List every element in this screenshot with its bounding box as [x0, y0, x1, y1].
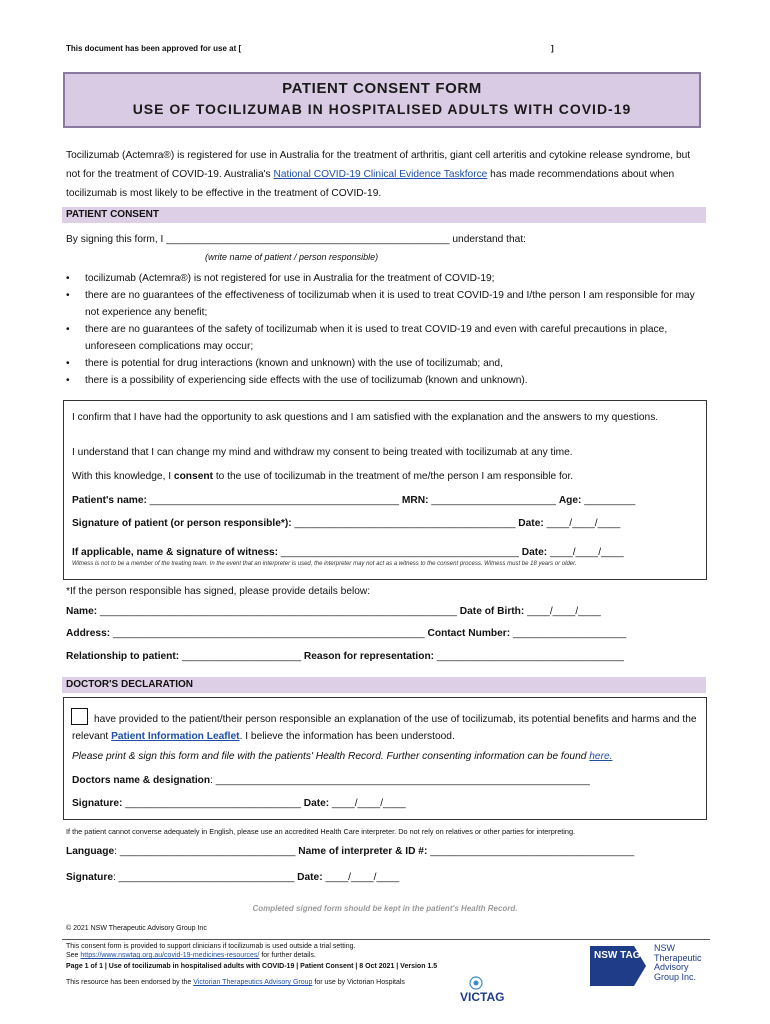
- kept-note: Completed signed form should be kept in the patient's Health Record.: [252, 904, 518, 913]
- consent-info-link[interactable]: here.: [589, 751, 613, 762]
- signature-row: [72, 518, 620, 529]
- approval-text: This document has been approved for use at [: [66, 44, 242, 53]
- patient-name-label: Patient's name:: [72, 495, 147, 506]
- approval-bracket: ]: [551, 44, 554, 53]
- declaration-text-1: have provided to the patient/their person responsible an explanation of the use of tocilizumab, its potential benefits and harms and the relevant: [72, 714, 697, 742]
- dob-input[interactable]: ____/____/____: [527, 606, 601, 617]
- witness-date-label: Date:: [521, 547, 548, 558]
- nsw-org-line: Therapeutic: [654, 952, 702, 963]
- mrn-input[interactable]: ______________________: [431, 495, 556, 506]
- consent-box: [63, 400, 707, 580]
- consent-statement: [72, 471, 696, 482]
- interpreter-signature-label: Signature: [66, 872, 113, 883]
- consent-withdraw: I understand that I can change my mind and withdraw my consent to being treated with tocilizumab at any time.: [72, 447, 573, 458]
- copyright: © 2021 NSW Therapeutic Advisory Group Inc: [66, 925, 207, 932]
- patient-name-field[interactable]: __________________________________________________: [166, 234, 450, 245]
- witness-row: [72, 547, 624, 558]
- print-note-text: Please print & sign this form and file with the patients' Health Record. Further consenting information can be found: [72, 751, 590, 762]
- doctor-signature-input[interactable]: _______________________________: [125, 798, 301, 809]
- list-item: • there are no guarantees of the effectiveness of tocilizumab when it is used to treat COVID-19 and I/the person I am responsible for may not experience any benefit;: [66, 287, 706, 321]
- doctor-declaration-heading: DOCTOR'S DECLARATION: [62, 677, 706, 693]
- endorsed-suffix: for use by Victorian Hospitals: [312, 979, 405, 986]
- footer-divider: [62, 939, 710, 940]
- patient-name-input[interactable]: ____________________________________________: [149, 495, 400, 506]
- reason-label: Reason for representation:: [303, 651, 435, 662]
- endorsed-prefix: This resource has been endorsed by the: [66, 979, 194, 986]
- nsw-org-line: Advisory: [654, 962, 689, 972]
- patient-signature-label: Signature of patient (or person responsible*):: [72, 518, 292, 529]
- signing-caption: (write name of patient / person responsible): [205, 252, 379, 262]
- interpreter-signature-input[interactable]: _______________________________: [118, 872, 295, 883]
- patient-consent-heading: PATIENT CONSENT: [62, 207, 706, 223]
- signing-line: [66, 234, 526, 245]
- intro-text-2: has made recommendations about when tocilizumab is most likely to be effective in the treatment of COVID-19.: [66, 169, 675, 199]
- relationship-input[interactable]: _____________________: [182, 651, 302, 662]
- doctor-signature-label: Signature:: [72, 798, 123, 809]
- signing-prefix: By signing this form, I: [66, 234, 164, 245]
- nsw-logo-text: NSW TAG: [594, 950, 641, 961]
- print-note: [72, 751, 613, 762]
- mrn-label: MRN:: [401, 495, 429, 506]
- language-row: Language: _______________________________ Name of interpreter & ID #: ____________________________________: [66, 846, 635, 857]
- nswtag-link[interactable]: https://www.nswtag.org.au/covid-19-medicines-resources/: [80, 952, 260, 959]
- see-suffix: for further details.: [259, 952, 316, 959]
- consent-word: consent: [173, 471, 213, 482]
- interpreter-name-input[interactable]: ____________________________________: [430, 846, 635, 857]
- patient-leaflet-link[interactable]: Patient Information Leaflet: [111, 731, 240, 742]
- responsible-name-input[interactable]: _______________________________________________________________: [99, 606, 457, 617]
- endorsed-line: [66, 979, 405, 986]
- relationship-label: Relationship to patient:: [66, 651, 180, 662]
- signing-suffix: understand that:: [452, 234, 527, 245]
- victag-text: VICTAG: [460, 990, 505, 1004]
- doctor-name-label: Doctors name & designation: [72, 775, 211, 786]
- witness-note: Witness is not to be a member of the treating team. In the event that an interpreter is used, the interpreter may not act as a witness to the consent process. Witness must be 18 years or older.: [72, 561, 577, 567]
- provided-note: This consent form is provided to support clinicians if tocilizumab is used outside a trial setting.: [66, 943, 356, 950]
- consent-bullets: [66, 270, 706, 389]
- list-item: • tocilizumab (Actemra®) is not registered for use in Australia for the treatment of COVID-19;: [66, 270, 706, 287]
- witness-label: If applicable, name & signature of witness:: [72, 547, 279, 558]
- language-label: Language: [66, 846, 115, 857]
- list-item: • there is potential for drug interactions (known and unknown) with the use of tocilizumab; and,: [66, 355, 706, 372]
- intro-paragraph: [66, 146, 706, 203]
- list-item: • there are no guarantees of the safety of tocilizumab when it is used to treat COVID-19 and even with careful precautions in place, unforeseen complications may occur;: [66, 321, 706, 355]
- victag-link[interactable]: Victorian Therapeutics Advisory Group: [193, 979, 313, 986]
- declaration-box: [63, 697, 707, 820]
- patient-signature-input[interactable]: _______________________________________: [294, 518, 516, 529]
- contact-label: Contact Number:: [427, 628, 511, 639]
- responsible-name-label: Name:: [66, 606, 98, 617]
- interpreter-signature-row: Signature: _______________________________ Date: ____/____/____: [66, 872, 400, 883]
- address-row: [66, 628, 626, 639]
- dob-label: Date of Birth:: [459, 606, 525, 617]
- declaration-text-2: . I believe the information has been understood.: [239, 731, 455, 742]
- form-title-line2: USE OF TOCILIZUMAB IN HOSPITALISED ADULTS WITH COVID-19: [132, 101, 632, 117]
- witness-date-input[interactable]: ____/____/____: [550, 547, 624, 558]
- patient-details-row: [72, 495, 635, 506]
- form-title-line1: PATIENT CONSENT FORM: [282, 80, 482, 97]
- responsible-name-row: [66, 606, 601, 617]
- address-input[interactable]: _______________________________________________________: [113, 628, 425, 639]
- interpreter-note: If the patient cannot converse adequately in English, please use an accredited Health Care interpreter. Do not rely on relatives or other parties for interpreting.: [66, 827, 576, 836]
- nsw-tag-logo: [588, 944, 648, 988]
- witness-input[interactable]: __________________________________________: [280, 547, 519, 558]
- consent-statement-prefix: With this knowledge, I: [72, 471, 174, 482]
- doctor-date-label: Date:: [303, 798, 330, 809]
- list-item: • there is a possibility of experiencing side effects with the use of tocilizumab (known and unknown).: [66, 372, 706, 389]
- interpreter-name-label: Name of interpreter & ID #:: [298, 846, 428, 857]
- doctor-signature-row: [72, 798, 406, 809]
- consent-statement-suffix: to the use of tocilizumab in the treatment of me/the person I am responsible for.: [212, 471, 574, 482]
- nsw-org-line: NSW: [654, 943, 675, 953]
- relationship-row: [66, 651, 624, 662]
- see-line: [66, 952, 316, 959]
- taskforce-link[interactable]: National COVID-19 Clinical Evidence Taskforce: [273, 169, 488, 180]
- signature-date-input[interactable]: ____/____/____: [546, 518, 621, 529]
- doctor-name-input[interactable]: __________________________________________________________________: [215, 775, 590, 786]
- nsw-org-line: Group Inc.: [654, 971, 697, 982]
- responsible-intro: *If the person responsible has signed, please provide details below:: [66, 586, 371, 597]
- reason-input[interactable]: _________________________________: [436, 651, 624, 662]
- doctor-date-input[interactable]: ____/____/____: [332, 798, 406, 809]
- contact-input[interactable]: ____________________: [512, 628, 627, 639]
- interpreter-date-input[interactable]: ____/____/____: [325, 872, 400, 883]
- form-title: [63, 72, 701, 128]
- doctor-name-row: Doctors name & designation: __________________________________________________________________: [72, 775, 590, 786]
- page-info: Page 1 of 1 | Use of tocilizumab in hospitalised adults with COVID-19 | Patient Consent | 8 Oct 2021 | Version 1.5: [66, 963, 438, 970]
- see-prefix: See: [66, 952, 81, 959]
- signature-date-label: Date:: [518, 518, 544, 529]
- nsw-org-name: [654, 944, 702, 982]
- intro-text-1: Tocilizumab (Actemra®) is registered for use in Australia for the treatment of arthritis, giant cell arteritis and cytokine release syndrome, but not for the treatment of COVID-19. Australia's: [66, 150, 691, 180]
- address-label: Address:: [66, 628, 111, 639]
- language-input[interactable]: _______________________________: [119, 846, 296, 857]
- consent-confirm: I confirm that I have had the opportunity to ask questions and I am satisfied with the explanation and the answers to my questions.: [72, 412, 659, 423]
- victag-logo: [458, 975, 514, 1009]
- age-label: Age:: [558, 495, 582, 506]
- interpreter-date-label: Date:: [297, 872, 323, 883]
- age-input[interactable]: _________: [584, 495, 636, 506]
- declaration-text: [72, 711, 700, 745]
